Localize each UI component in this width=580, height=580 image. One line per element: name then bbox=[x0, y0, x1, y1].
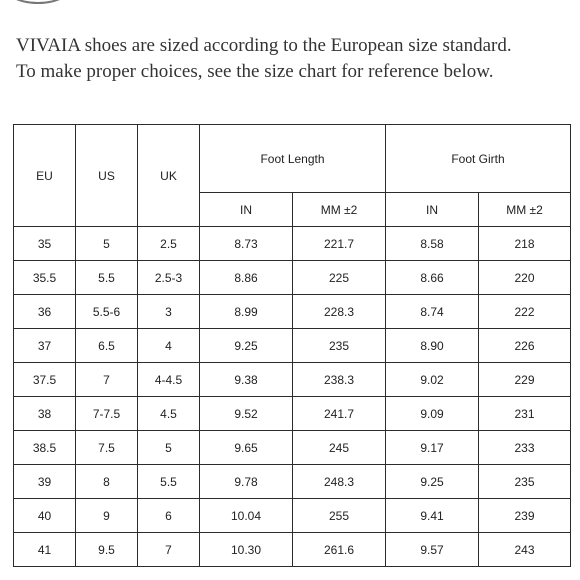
cell-girth-mm: 231 bbox=[479, 397, 571, 431]
cell-uk-size: 2.5 bbox=[138, 227, 200, 261]
cell-girth-mm: 243 bbox=[479, 533, 571, 567]
table-row bbox=[14, 227, 571, 261]
cell-us-size: 7 bbox=[76, 363, 138, 397]
header-foot-length: Foot Length bbox=[200, 125, 386, 193]
partial-circle-icon bbox=[0, 0, 76, 4]
table-row bbox=[14, 397, 571, 431]
cell-eu-size: 36 bbox=[14, 295, 76, 329]
cell-length-mm: 228.3 bbox=[293, 295, 386, 329]
table-row bbox=[14, 261, 571, 295]
header-length-mm: MM ±2 bbox=[293, 193, 386, 227]
cell-length-in: 9.78 bbox=[200, 465, 293, 499]
cell-length-mm: 255 bbox=[293, 499, 386, 533]
size-table-body bbox=[14, 227, 571, 567]
size-chart-table bbox=[13, 124, 571, 567]
cell-girth-mm: 220 bbox=[479, 261, 571, 295]
cell-length-mm: 248.3 bbox=[293, 465, 386, 499]
cell-eu-size: 35.5 bbox=[14, 261, 76, 295]
cell-length-in: 8.86 bbox=[200, 261, 293, 295]
cell-girth-in: 9.02 bbox=[386, 363, 479, 397]
header-uk: UK bbox=[138, 125, 200, 227]
cell-girth-in: 9.41 bbox=[386, 499, 479, 533]
cell-us-size: 8 bbox=[76, 465, 138, 499]
cell-length-mm: 261.6 bbox=[293, 533, 386, 567]
cell-eu-size: 41 bbox=[14, 533, 76, 567]
header-girth-in: IN bbox=[386, 193, 479, 227]
header-length-in: IN bbox=[200, 193, 293, 227]
header-us: US bbox=[76, 125, 138, 227]
cell-length-in: 10.04 bbox=[200, 499, 293, 533]
cell-girth-in: 8.58 bbox=[386, 227, 479, 261]
cell-length-mm: 235 bbox=[293, 329, 386, 363]
cell-uk-size: 5.5 bbox=[138, 465, 200, 499]
cell-uk-size: 6 bbox=[138, 499, 200, 533]
cell-girth-mm: 229 bbox=[479, 363, 571, 397]
cell-uk-size: 5 bbox=[138, 431, 200, 465]
table-row bbox=[14, 363, 571, 397]
cell-uk-size: 4 bbox=[138, 329, 200, 363]
table-row bbox=[14, 499, 571, 533]
cell-uk-size: 7 bbox=[138, 533, 200, 567]
cell-length-in: 8.73 bbox=[200, 227, 293, 261]
cell-girth-mm: 239 bbox=[479, 499, 571, 533]
cell-length-in: 9.38 bbox=[200, 363, 293, 397]
table-row bbox=[14, 465, 571, 499]
cell-length-mm: 221.7 bbox=[293, 227, 386, 261]
header-foot-girth: Foot Girth bbox=[386, 125, 571, 193]
cell-girth-in: 8.90 bbox=[386, 329, 479, 363]
size-intro-text bbox=[16, 33, 576, 85]
cell-girth-in: 9.17 bbox=[386, 431, 479, 465]
cell-length-in: 10.30 bbox=[200, 533, 293, 567]
cell-length-in: 8.99 bbox=[200, 295, 293, 329]
cell-us-size: 5 bbox=[76, 227, 138, 261]
intro-line-2: To make proper choices, see the size chart for reference below. bbox=[16, 61, 494, 82]
cell-us-size: 6.5 bbox=[76, 329, 138, 363]
cell-uk-size: 3 bbox=[138, 295, 200, 329]
cell-us-size: 5.5 bbox=[76, 261, 138, 295]
cell-girth-mm: 218 bbox=[479, 227, 571, 261]
header-girth-mm: MM ±2 bbox=[479, 193, 571, 227]
cell-length-mm: 241.7 bbox=[293, 397, 386, 431]
cell-us-size: 9 bbox=[76, 499, 138, 533]
cell-girth-in: 9.25 bbox=[386, 465, 479, 499]
cell-us-size: 5.5-6 bbox=[76, 295, 138, 329]
cell-girth-in: 8.66 bbox=[386, 261, 479, 295]
cell-length-in: 9.52 bbox=[200, 397, 293, 431]
table-row bbox=[14, 329, 571, 363]
cell-length-in: 9.65 bbox=[200, 431, 293, 465]
cell-girth-mm: 233 bbox=[479, 431, 571, 465]
cell-uk-size: 4-4.5 bbox=[138, 363, 200, 397]
cell-girth-in: 8.74 bbox=[386, 295, 479, 329]
cell-eu-size: 37 bbox=[14, 329, 76, 363]
cell-eu-size: 38.5 bbox=[14, 431, 76, 465]
cell-eu-size: 37.5 bbox=[14, 363, 76, 397]
cell-length-in: 9.25 bbox=[200, 329, 293, 363]
cell-girth-in: 9.09 bbox=[386, 397, 479, 431]
cell-girth-mm: 226 bbox=[479, 329, 571, 363]
table-row bbox=[14, 295, 571, 329]
intro-line-1: VIVAIA shoes are sized according to the European size standard. bbox=[16, 35, 512, 56]
cell-uk-size: 4.5 bbox=[138, 397, 200, 431]
cell-girth-in: 9.57 bbox=[386, 533, 479, 567]
cell-us-size: 7-7.5 bbox=[76, 397, 138, 431]
table-row bbox=[14, 533, 571, 567]
cell-eu-size: 39 bbox=[14, 465, 76, 499]
cell-eu-size: 40 bbox=[14, 499, 76, 533]
cell-girth-mm: 222 bbox=[479, 295, 571, 329]
cell-length-mm: 238.3 bbox=[293, 363, 386, 397]
cell-us-size: 7.5 bbox=[76, 431, 138, 465]
header-eu: EU bbox=[14, 125, 76, 227]
table-row bbox=[14, 431, 571, 465]
cell-length-mm: 225 bbox=[293, 261, 386, 295]
cell-us-size: 9.5 bbox=[76, 533, 138, 567]
cell-uk-size: 2.5-3 bbox=[138, 261, 200, 295]
cell-girth-mm: 235 bbox=[479, 465, 571, 499]
cell-length-mm: 245 bbox=[293, 431, 386, 465]
cell-eu-size: 35 bbox=[14, 227, 76, 261]
cell-eu-size: 38 bbox=[14, 397, 76, 431]
